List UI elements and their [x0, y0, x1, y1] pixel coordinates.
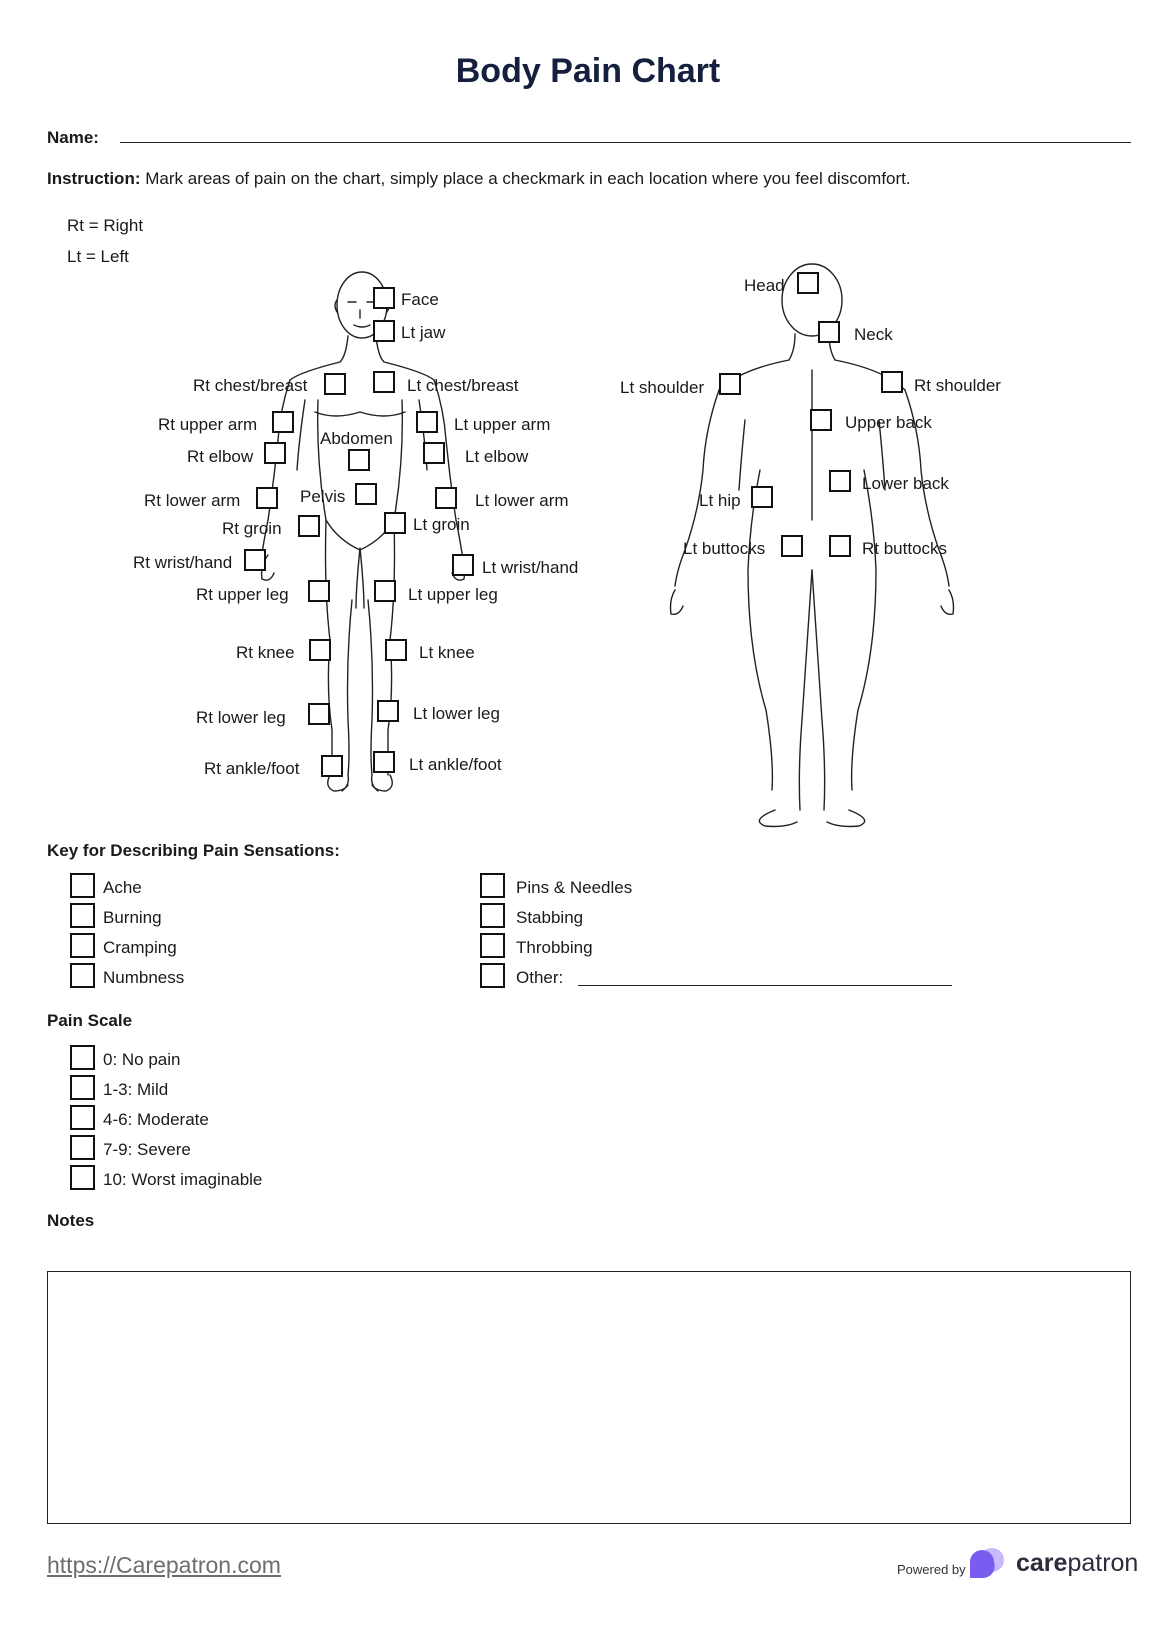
label-rt-upper-arm: Rt upper arm	[158, 415, 258, 434]
checkbox-rt-wrist[interactable]	[244, 549, 266, 571]
sensations-heading: Key for Describing Pain Sensations:	[47, 841, 340, 860]
checkbox-lt-elbow[interactable]	[423, 442, 445, 464]
label-rt-groin: Rt groin	[222, 519, 282, 538]
label-throbbing: Throbbing	[516, 938, 593, 957]
label-cramping: Cramping	[103, 938, 177, 957]
checkbox-scale-1-3[interactable]	[70, 1075, 95, 1100]
checkbox-abdomen[interactable]	[348, 449, 370, 471]
label-neck: Neck	[854, 325, 893, 344]
label-lt-buttocks: Lt buttocks	[683, 539, 766, 558]
checkbox-lt-knee[interactable]	[385, 639, 407, 661]
label-rt-shoulder: Rt shoulder	[914, 376, 1001, 395]
label-lt-lower-arm: Lt lower arm	[475, 491, 569, 510]
label-rt-lower-leg: Rt lower leg	[196, 708, 286, 727]
checkbox-lower-back[interactable]	[829, 470, 851, 492]
instruction-label: Instruction:	[47, 169, 141, 188]
checkbox-head[interactable]	[797, 272, 819, 294]
page-title: Body Pain Chart	[455, 52, 721, 90]
label-lt-upper-leg: Lt upper leg	[408, 585, 498, 604]
label-rt-wrist: Rt wrist/hand	[133, 553, 233, 572]
checkbox-rt-upper-leg[interactable]	[308, 580, 330, 602]
label-rt-lower-arm: Rt lower arm	[144, 491, 241, 510]
checkbox-numbness[interactable]	[70, 963, 95, 988]
brand-bold: care	[1016, 1549, 1068, 1577]
checkbox-rt-lower-leg[interactable]	[308, 703, 330, 725]
checkbox-lt-lower-arm[interactable]	[435, 487, 457, 509]
label-lt-knee: Lt knee	[419, 643, 475, 662]
label-ache: Ache	[103, 878, 142, 897]
checkbox-rt-chest[interactable]	[324, 373, 346, 395]
checkbox-pelvis[interactable]	[355, 483, 377, 505]
checkbox-stabbing[interactable]	[480, 903, 505, 928]
checkbox-rt-groin[interactable]	[298, 515, 320, 537]
checkbox-lt-wrist[interactable]	[452, 554, 474, 576]
pain-scale-heading: Pain Scale	[47, 1011, 133, 1030]
label-lt-upper-arm: Lt upper arm	[454, 415, 551, 434]
label-burning: Burning	[103, 908, 162, 927]
label-scale-10: 10: Worst imaginable	[103, 1170, 263, 1189]
other-field[interactable]	[578, 985, 952, 986]
checkbox-lt-groin[interactable]	[384, 512, 406, 534]
label-lt-chest: Lt chest/breast	[407, 376, 519, 395]
label-scale-0: 0: No pain	[103, 1050, 181, 1069]
checkbox-lt-jaw[interactable]	[373, 320, 395, 342]
checkbox-lt-buttocks[interactable]	[781, 535, 803, 557]
checkbox-scale-4-6[interactable]	[70, 1105, 95, 1130]
checkbox-rt-upper-arm[interactable]	[272, 411, 294, 433]
carepatron-logo-icon	[966, 1546, 1010, 1580]
checkbox-burning[interactable]	[70, 903, 95, 928]
label-rt-elbow: Rt elbow	[187, 447, 254, 466]
label-lt-wrist: Lt wrist/hand	[482, 558, 579, 577]
checkbox-scale-10[interactable]	[70, 1165, 95, 1190]
checkbox-ache[interactable]	[70, 873, 95, 898]
label-lt-elbow: Lt elbow	[465, 447, 529, 466]
checkbox-scale-7-9[interactable]	[70, 1135, 95, 1160]
label-lower-back: Lower back	[862, 474, 949, 493]
checkbox-lt-ankle[interactable]	[373, 751, 395, 773]
notes-textarea[interactable]	[47, 1271, 1131, 1524]
legend-right: Rt = Right	[67, 216, 144, 235]
label-rt-buttocks: Rt buttocks	[862, 539, 948, 558]
label-head: Head	[744, 276, 785, 295]
checkbox-rt-elbow[interactable]	[264, 442, 286, 464]
checkbox-neck[interactable]	[818, 321, 840, 343]
brand-rest: patron	[1067, 1549, 1139, 1577]
powered-by-label: Powered by	[897, 1562, 966, 1577]
checkbox-lt-upper-leg[interactable]	[374, 580, 396, 602]
label-scale-1-3: 1-3: Mild	[103, 1080, 169, 1099]
label-lt-ankle: Lt ankle/foot	[409, 755, 502, 774]
label-rt-knee: Rt knee	[236, 643, 295, 662]
label-scale-4-6: 4-6: Moderate	[103, 1110, 209, 1129]
label-abdomen: Abdomen	[320, 429, 393, 448]
checkbox-rt-lower-arm[interactable]	[256, 487, 278, 509]
label-lt-lower-leg: Lt lower leg	[413, 704, 500, 723]
label-scale-7-9: 7-9: Severe	[103, 1140, 191, 1159]
checkbox-upper-back[interactable]	[810, 409, 832, 431]
label-rt-chest: Rt chest/breast	[193, 376, 308, 395]
checkbox-scale-0[interactable]	[70, 1045, 95, 1070]
label-stabbing: Stabbing	[516, 908, 584, 927]
label-lt-groin: Lt groin	[413, 515, 470, 534]
checkbox-cramping[interactable]	[70, 933, 95, 958]
checkbox-lt-chest[interactable]	[373, 371, 395, 393]
instruction-text: Mark areas of pain on the chart, simply place a checkmark in each location where you feel discomfort.	[145, 169, 911, 188]
label-other: Other:	[516, 968, 564, 987]
checkbox-pins-needles[interactable]	[480, 873, 505, 898]
checkbox-lt-upper-arm[interactable]	[416, 411, 438, 433]
brand-wordmark	[1016, 1549, 1138, 1578]
label-lt-hip: Lt hip	[699, 491, 741, 510]
checkbox-face[interactable]	[373, 287, 395, 309]
name-label: Name:	[47, 128, 99, 147]
label-lt-jaw: Lt jaw	[401, 323, 446, 342]
checkbox-lt-lower-leg[interactable]	[377, 700, 399, 722]
checkbox-other[interactable]	[480, 963, 505, 988]
label-pelvis: Pelvis	[300, 487, 346, 506]
checkbox-rt-buttocks[interactable]	[829, 535, 851, 557]
label-face: Face	[401, 290, 439, 309]
footer-url-link[interactable]: https://Carepatron.com	[47, 1552, 281, 1578]
checkbox-lt-hip[interactable]	[751, 486, 773, 508]
label-lt-shoulder: Lt shoulder	[620, 378, 705, 397]
checkbox-lt-shoulder[interactable]	[719, 373, 741, 395]
checkbox-rt-ankle[interactable]	[321, 755, 343, 777]
checkbox-throbbing[interactable]	[480, 933, 505, 958]
notes-heading: Notes	[47, 1211, 95, 1230]
checkbox-rt-knee[interactable]	[309, 639, 331, 661]
label-numbness: Numbness	[103, 968, 185, 987]
label-upper-back: Upper back	[845, 413, 932, 432]
legend-left: Lt = Left	[67, 247, 129, 266]
label-pins-needles: Pins & Needles	[516, 878, 633, 897]
label-rt-upper-leg: Rt upper leg	[196, 585, 289, 604]
checkbox-rt-shoulder[interactable]	[881, 371, 903, 393]
label-rt-ankle: Rt ankle/foot	[204, 759, 300, 778]
